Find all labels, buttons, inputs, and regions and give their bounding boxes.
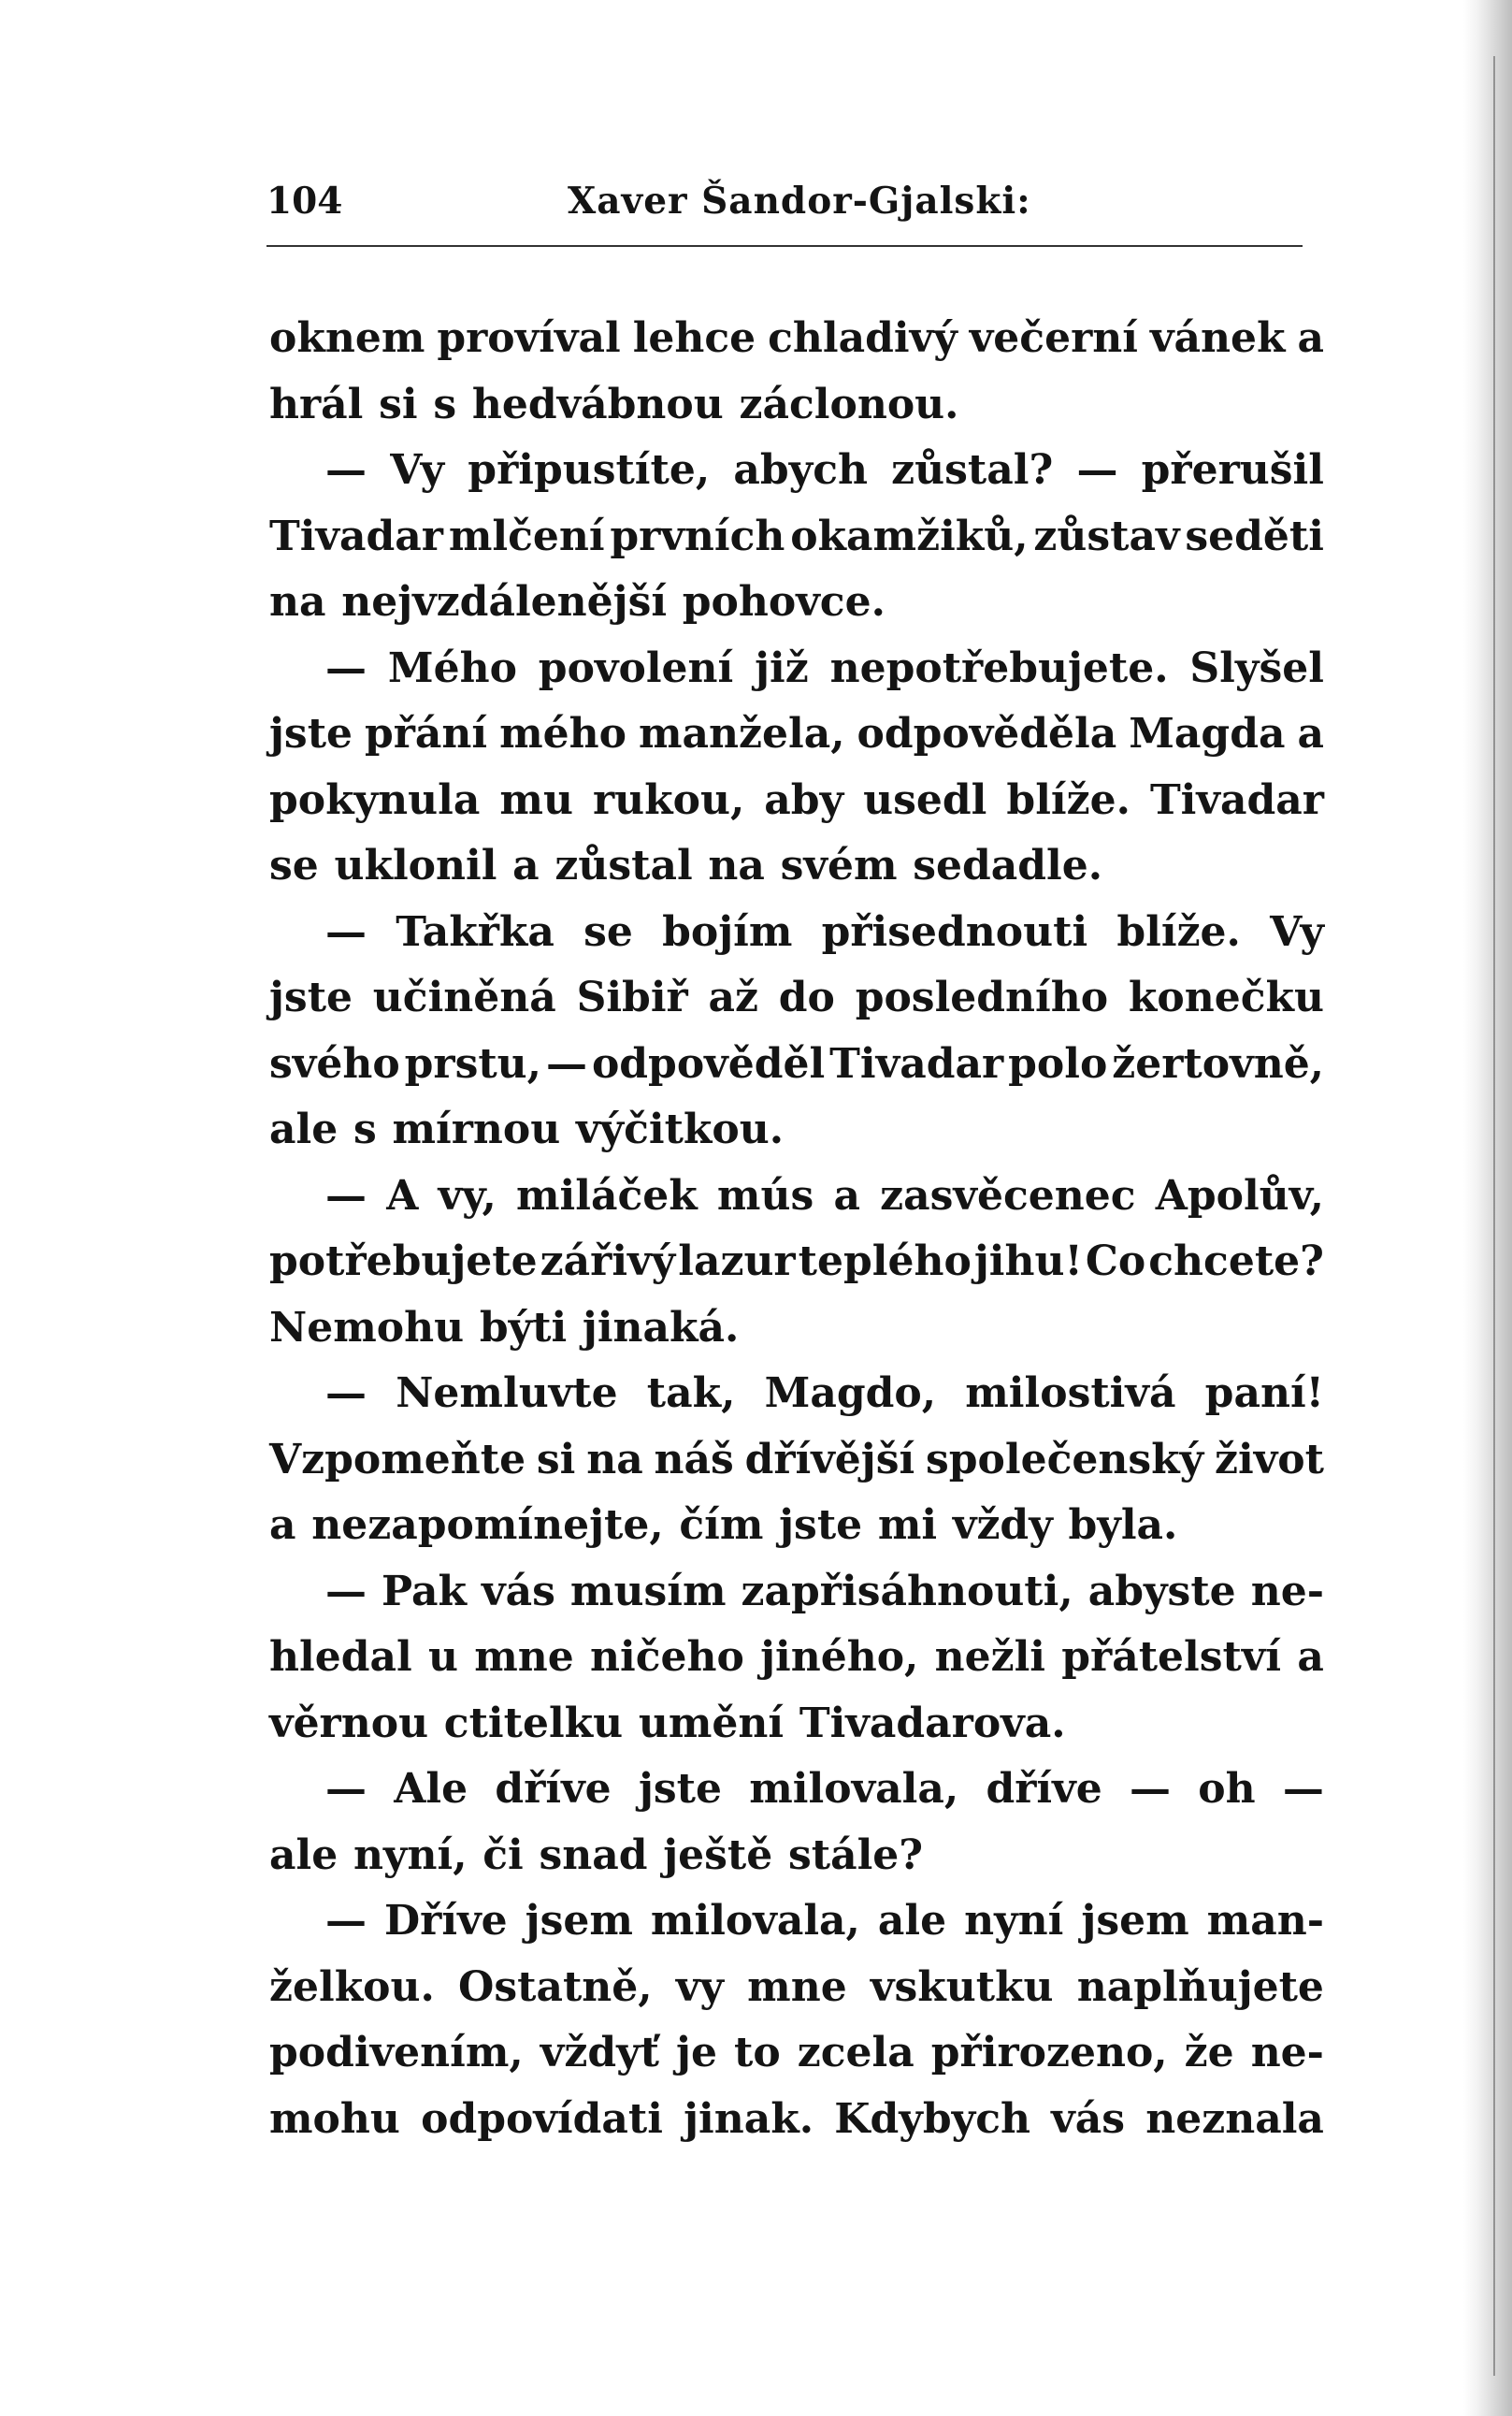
text-line: oknem províval lehce chladivý večerní vánek a — [269, 314, 1324, 362]
text-line: ale nyní, či snad ještě stále? — [269, 1830, 924, 1879]
text-line: svého prstu, — odpověděl Tivadar polo žertovně, — [269, 1039, 1324, 1088]
text-line: podivením, vždyť je to zcela přirozeno, že ne- — [269, 2029, 1324, 2076]
text-line: — Dříve jsem milovala, ale nyní jsem man- — [325, 1897, 1324, 1945]
text-line: se uklonil a zůstal na svém sedadle. — [269, 842, 1103, 890]
text-line: Vzpomeňte si na náš dřívější společenský život — [269, 1435, 1324, 1483]
page-number: 104 — [266, 180, 343, 223]
text-line: Tivadar mlčení prvních okamžiků, zůstav seděti — [269, 512, 1324, 560]
text-line: želkou. Ostatně, vy mne vskutku naplňujete — [269, 1962, 1324, 2011]
text-line: — Vy připustíte, abych zůstal? — přerušil — [325, 446, 1324, 494]
text-line: hrál si s hedvábnou záclonou. — [269, 380, 959, 428]
text-line: na nejvzdálenější pohovce. — [269, 578, 886, 626]
text-line: mohu odpovídati jinak. Kdybych vás neznala — [269, 2094, 1324, 2143]
text-line: a nezapomínejte, čím jste mi vždy byla. — [269, 1501, 1178, 1549]
page-edge-line — [1493, 56, 1495, 2376]
text-line: ale s mírnou výčitkou. — [269, 1106, 785, 1153]
text-line: — Ale dříve jste milovala, dříve — oh — — [325, 1765, 1324, 1813]
text-line: — Pak vás musím zapřisáhnouti, abyste ne- — [325, 1567, 1324, 1615]
text-line: — Takřka se bojím přisednouti blíže. Vy — [325, 907, 1324, 956]
text-line: — Mého povolení již nepotřebujete. Slyšel — [325, 644, 1324, 692]
text-line: Nemohu býti jinaká. — [269, 1303, 740, 1352]
text-line: pokynula mu rukou, aby usedl blíže. Tivadar — [269, 775, 1324, 824]
text-line: jste učiněná Sibiř až do posledního konečku — [269, 974, 1324, 1021]
text-line: — Nemluvte tak, Magdo, milostivá paní! — [325, 1369, 1324, 1417]
text-line: hledal u mne ničeho jiného, nežli přátelství a — [269, 1633, 1324, 1681]
header-rule — [266, 245, 1303, 247]
text-line: potřebujete zářivý lazur teplého jihu! Co chcete? — [269, 1237, 1324, 1285]
text-line: — A vy, miláček mús a zasvěcenec Apolův, — [325, 1171, 1324, 1220]
text-line: jste přání mého manžela, odpověděla Magda a — [269, 710, 1324, 758]
page-edge-shadow — [1463, 0, 1512, 2416]
running-title: Xaver Šandor-Gjalski: — [568, 180, 1031, 223]
page-header — [266, 180, 1303, 236]
body-text — [269, 306, 1324, 2152]
text-line: věrnou ctitelku umění Tivadarova. — [269, 1699, 1066, 1747]
